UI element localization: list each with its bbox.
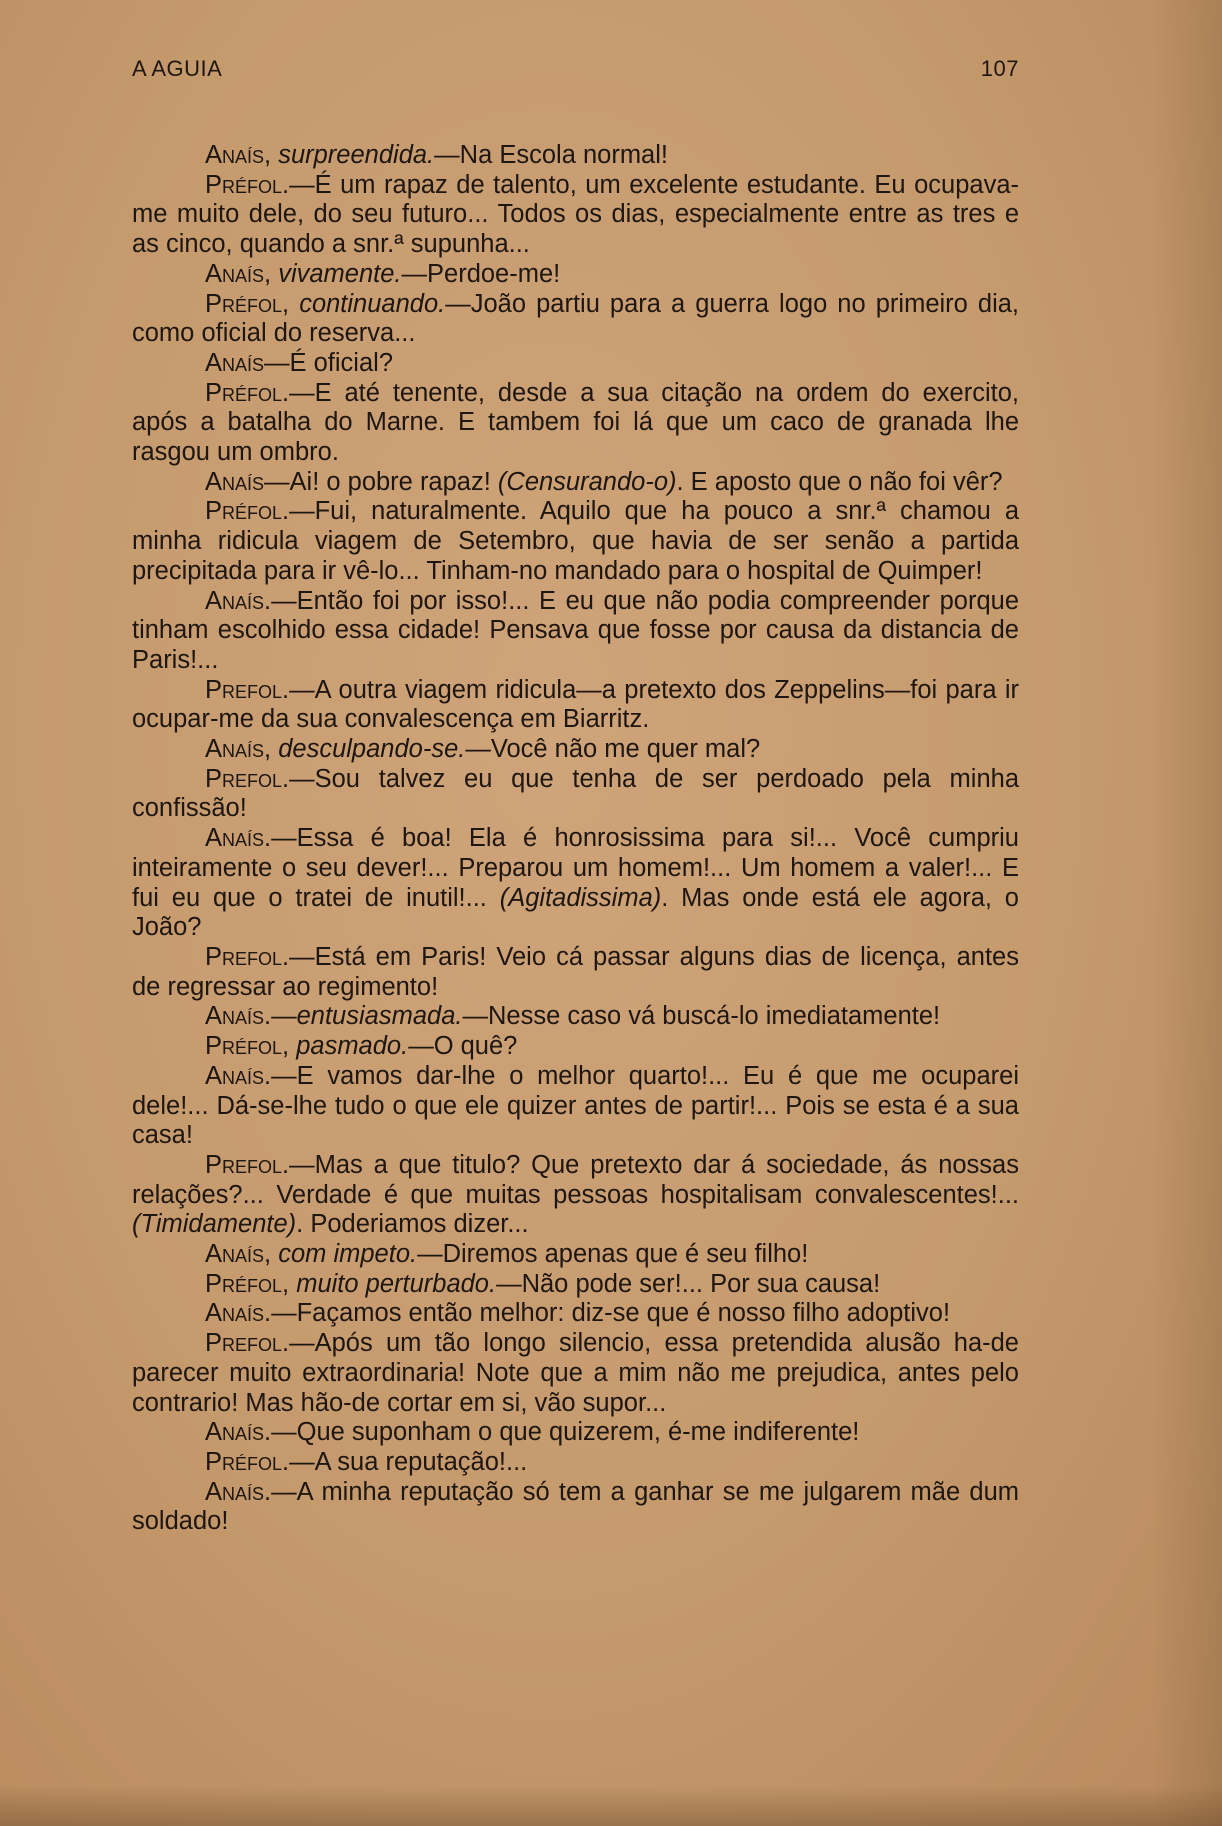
dialogue-paragraph — [132, 765, 1019, 824]
stage-direction: pasmado. — [296, 1032, 409, 1061]
dialogue-text — [132, 141, 1019, 1537]
dialogue-paragraph — [132, 1270, 1019, 1300]
speech-text: —Essa é boa! Ela é honrosissima para si!... Você cumpriu inteiramente o seu dever!... Preparou um homem!... Um homem a valer!... E fui eu que o tratei de inutil!... — [132, 824, 1019, 912]
dialogue-paragraph — [132, 497, 1019, 586]
dialogue-paragraph — [132, 141, 1019, 171]
speech-text: —Está em Paris! Veio cá passar alguns dias de licença, antes de regressar ao regimento! — [132, 942, 1019, 1001]
running-title: A AGUIA — [132, 56, 223, 81]
dialogue-paragraph — [132, 260, 1019, 290]
speaker-name: Anaís — [205, 735, 265, 764]
speech-text: — — [271, 1002, 297, 1031]
speaker-name: Préfol. — [205, 170, 290, 199]
speech-text: —Então foi por isso!... E eu que não podia compreender porque tinham escolhido essa cidade! Pensava que fosse por causa da distancia de Paris!... — [132, 586, 1019, 674]
speech-text: —A outra viagem ridicula—a pretexto dos Zeppelins—foi para ir ocupar-me da sua convalescença em Biarritz. — [132, 675, 1019, 734]
dialogue-paragraph — [132, 171, 1019, 260]
speech-text: , — [264, 1240, 279, 1269]
dialogue-paragraph — [132, 1478, 1019, 1537]
dialogue-paragraph — [132, 1329, 1019, 1418]
speech-text: —Após um tão longo silencio, essa pretendida alusão ha-de parecer muito extraordinaria! Note que a mim não me prejudica, antes pelo contrario! Mas hão-de cortar em si, vão supor... — [132, 1329, 1019, 1417]
stage-direction: (Censurando-o) — [497, 467, 677, 496]
stage-direction: continuando. — [299, 289, 446, 318]
speech-text: —É oficial? — [264, 348, 394, 377]
speaker-name: Anaís — [205, 259, 265, 288]
speech-text: —Não pode ser!... Por sua causa! — [496, 1269, 881, 1298]
speech-text: —Fui, naturalmente. Aquilo que ha pouco a snr.ª chamou a minha ridicula viagem de Setembro, que havia de ser senão a partida precipitada para ir vê-lo... Tinham-no mandado para o hospital de Quimper! — [132, 497, 1019, 585]
dialogue-paragraph — [132, 1448, 1019, 1478]
speech-text: . Poderiamos dizer... — [296, 1210, 529, 1239]
dialogue-paragraph — [132, 587, 1019, 676]
speaker-name: Prefol. — [205, 675, 290, 704]
speaker-name: Préfol — [205, 1032, 283, 1061]
dialogue-paragraph — [132, 824, 1019, 943]
stage-direction: vivamente. — [278, 259, 402, 288]
speaker-name: Anaís — [205, 141, 265, 169]
stage-direction: (Timidamente) — [132, 1210, 297, 1239]
speech-text: —Que suponham o que quizerem, é-me indiferente! — [271, 1418, 860, 1447]
dialogue-paragraph — [132, 1032, 1019, 1062]
page-edge-shadow — [1152, 0, 1222, 1826]
speech-text: —A minha reputação só tem a ganhar se me julgarem mãe dum soldado! — [132, 1477, 1019, 1536]
dialogue-paragraph — [132, 1240, 1019, 1270]
speaker-name: Anaís. — [205, 1061, 272, 1090]
speech-text: —Ai! o pobre rapaz! — [264, 467, 498, 496]
speech-text: —Façamos então melhor: diz-se que é nosso filho adoptivo! — [271, 1299, 951, 1328]
speech-text: , — [264, 141, 279, 169]
dialogue-paragraph — [132, 1299, 1019, 1329]
stage-direction: entusiasmada. — [296, 1002, 463, 1031]
speaker-name: Anaís. — [205, 1477, 272, 1506]
speaker-name: Prefol. — [205, 1150, 290, 1179]
speech-text: . E aposto que o não foi vêr? — [676, 467, 1003, 496]
speech-text: —Sou talvez eu que tenha de ser perdoado pela minha confissão! — [132, 764, 1019, 823]
speaker-name: Prefol. — [205, 764, 290, 793]
speech-text: , — [282, 289, 300, 318]
speech-text: , — [282, 1269, 297, 1298]
dialogue-paragraph — [132, 1418, 1019, 1448]
speech-text: , — [264, 259, 279, 288]
speaker-name: Anaís. — [205, 586, 272, 615]
stage-direction: muito perturbado. — [296, 1269, 497, 1298]
speech-text: —Mas a que titulo? Que pretexto dar á sociedade, ás nossas relações?... Verdade é que muitas pessoas hospitalisam convalescentes!... — [132, 1150, 1019, 1209]
speaker-name: Préfol — [205, 289, 283, 318]
stage-direction: com impeto. — [278, 1240, 418, 1269]
speaker-name: Préfol. — [205, 1447, 290, 1476]
speaker-name: Anaís. — [205, 1299, 272, 1328]
speech-text: —Nesse caso vá buscá-lo imediatamente! — [462, 1002, 941, 1031]
speech-text: —E vamos dar-lhe o melhor quarto!... Eu é que me ocuparei dele!... Dá-se-lhe tudo o que ele quizer antes de partir!... Pois se esta é a sua casa! — [132, 1061, 1019, 1150]
speech-text: . Mas onde está ele agora, o João? — [132, 883, 1019, 942]
dialogue-paragraph — [132, 1151, 1019, 1240]
stage-direction: surpreendida. — [278, 141, 435, 169]
dialogue-paragraph — [132, 676, 1019, 735]
speaker-name: Prefol. — [205, 1329, 290, 1358]
speaker-name: Anaís — [205, 1240, 265, 1269]
dialogue-paragraph — [132, 943, 1019, 1002]
speech-text: —Perdoe-me! — [401, 259, 561, 288]
speech-text: —Diremos apenas que é seu filho! — [417, 1240, 809, 1269]
speech-text: —A sua reputação!... — [289, 1447, 528, 1476]
speaker-name: Préfol. — [205, 378, 290, 407]
dialogue-paragraph — [132, 290, 1019, 349]
speech-text: —E até tenente, desde a sua citação na ordem do exercito, após a batalha do Marne. E tambem foi lá que um caco de granada lhe rasgou um ombro. — [132, 378, 1019, 467]
speaker-name: Anaís. — [205, 1418, 272, 1447]
speech-text: —Na Escola normal! — [434, 141, 668, 169]
speech-text: —João partiu para a guerra logo no primeiro dia, como oficial do reserva... — [132, 289, 1020, 348]
page-number: 107 — [980, 56, 1019, 81]
speaker-name: Préfol. — [205, 497, 290, 526]
speaker-name: Prefol. — [205, 942, 290, 971]
dialogue-paragraph — [132, 379, 1019, 468]
dialogue-paragraph — [132, 735, 1019, 765]
stage-direction: desculpando-se. — [278, 735, 466, 764]
running-header — [132, 56, 1019, 88]
speech-text: —Você não me quer mal? — [465, 735, 761, 764]
dialogue-paragraph — [132, 468, 1019, 498]
speech-text: , — [282, 1032, 297, 1061]
speaker-name: Anaís. — [205, 824, 272, 853]
stage-direction: (Agitadissima) — [499, 883, 662, 912]
dialogue-paragraph — [132, 1002, 1019, 1032]
speaker-name: Préfol — [205, 1269, 283, 1298]
speaker-name: Anaís. — [205, 1002, 272, 1031]
dialogue-paragraph — [132, 349, 1019, 379]
speech-text: —O quê? — [408, 1032, 518, 1061]
page-bottom-shadow — [0, 1786, 1222, 1826]
speaker-name: Anaís — [205, 467, 265, 496]
dialogue-paragraph — [132, 1062, 1019, 1151]
speech-text: —É um rapaz de talento, um excelente estudante. Eu ocupava-me muito dele, do seu futuro... Todos os dias, especialmente entre as tres e as cinco, quando a snr.ª supunha... — [132, 170, 1019, 259]
speaker-name: Anaís — [205, 348, 265, 377]
speech-text: , — [264, 735, 279, 764]
